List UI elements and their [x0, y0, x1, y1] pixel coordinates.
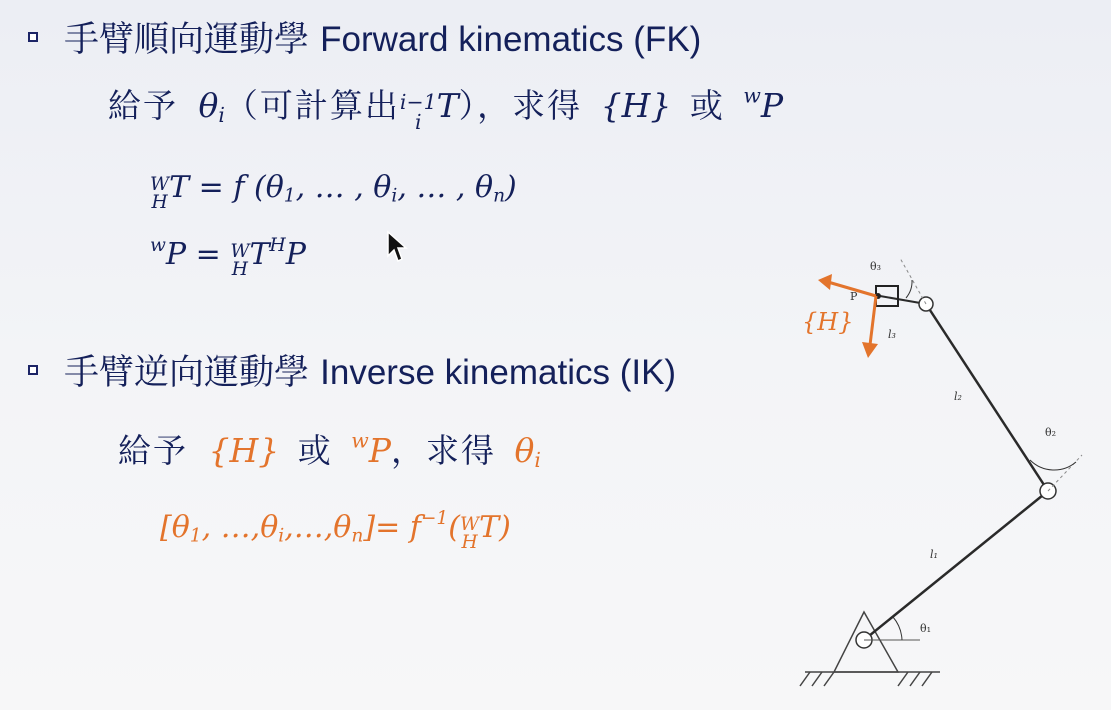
- eq1-transform: W H: [150, 173, 170, 213]
- fk-equation-1: [150, 170, 517, 212]
- fk-paren-open: （可計算出: [224, 86, 400, 125]
- ik-f-mid: ,…,θ: [284, 510, 352, 546]
- eq1-sub-1: 1: [283, 185, 296, 207]
- fk-heading-cjk: 手臂順向運動學: [64, 20, 321, 60]
- fk-w-sup: w: [743, 83, 761, 108]
- ik-obtain: ，求得: [391, 431, 496, 470]
- ik-formula: [160, 508, 511, 552]
- ik-given-label: 給予: [118, 431, 188, 470]
- label-theta3: θ₃: [870, 260, 882, 273]
- ik-P: P: [368, 431, 391, 470]
- ik-w-sup: w: [351, 428, 369, 453]
- fk-given-line: [108, 80, 783, 132]
- fk-equation-2: [150, 235, 306, 279]
- eq2-transform: W H: [230, 240, 250, 280]
- ik-f-subi: i: [278, 525, 285, 547]
- fk-given-label: 給予: [108, 86, 178, 125]
- ik-f-T: T: [479, 510, 500, 546]
- ik-f-close: ]= f: [363, 510, 421, 546]
- fk-transform-i: i−1 i: [399, 89, 437, 134]
- fk-H-set: {H}: [600, 86, 672, 125]
- label-H: {H}: [802, 308, 854, 336]
- ik-f-pclose: ): [499, 510, 511, 546]
- fk-heading-row: [28, 12, 701, 62]
- ik-heading-row: [28, 345, 676, 395]
- eq2-w-sup: w: [150, 235, 166, 256]
- ik-f-rest: , …,θ: [201, 510, 279, 546]
- ik-f-subn: n: [351, 525, 364, 547]
- link-2: [926, 304, 1048, 491]
- ground-base: [800, 672, 940, 686]
- label-P: P: [850, 290, 858, 303]
- eq2-eq: =: [186, 237, 231, 273]
- robot-arm-diagram: [790, 240, 1100, 700]
- ik-H-set: {H}: [208, 431, 280, 470]
- eq1-rhs: = f (θ: [189, 170, 284, 205]
- bullet-square-icon: [28, 365, 38, 375]
- ik-theta: θ: [514, 431, 535, 470]
- ik-heading: [64, 345, 676, 395]
- ik-or: 或: [297, 431, 333, 470]
- label-theta2: θ₂: [1045, 426, 1057, 439]
- label-theta1: θ₁: [920, 622, 932, 635]
- ik-heading-en: Inverse kinematics (IK): [320, 353, 677, 392]
- fk-P: P: [760, 86, 784, 125]
- eq1-mid: , … , θ: [397, 170, 494, 205]
- label-l1: l₁: [930, 548, 938, 561]
- ik-f-popen: (: [448, 510, 460, 546]
- ik-given-line: [118, 425, 541, 472]
- label-l3: l₃: [888, 328, 896, 341]
- ik-f-open: [θ: [160, 510, 190, 546]
- ik-heading-cjk: 手臂逆向運動學: [64, 353, 321, 393]
- ik-theta-sub: i: [534, 448, 541, 473]
- eq1-sub-n: n: [493, 185, 506, 207]
- ik-f-inv: −1: [420, 508, 449, 529]
- fk-theta-sub: i: [218, 103, 225, 128]
- eq2-T: T: [249, 237, 270, 273]
- fk-theta: θ: [198, 86, 219, 125]
- eq2-P: P: [165, 237, 187, 273]
- bullet-square-icon: [28, 32, 38, 42]
- link-1: [864, 491, 1048, 640]
- eq1-close: ): [505, 170, 517, 205]
- fk-obtain: ，求得: [477, 86, 583, 125]
- eq1-T: T: [169, 170, 190, 205]
- ik-f-transform: W H: [459, 513, 480, 553]
- eq2-P2: P: [285, 237, 306, 273]
- ik-f-sub1: 1: [189, 525, 202, 547]
- mouse-cursor-icon: [386, 230, 408, 264]
- label-l2: l₂: [954, 390, 962, 403]
- fk-paren-close: ）: [458, 86, 478, 125]
- fk-or: 或: [689, 86, 725, 125]
- fk-heading-en: Forward kinematics (FK): [320, 20, 702, 59]
- eq2-H-sup: H: [269, 235, 286, 256]
- eq1-sub-i: i: [391, 185, 398, 207]
- fk-heading: [64, 12, 701, 62]
- eq1-rest: , … , θ: [295, 170, 392, 205]
- fk-T: T: [436, 86, 459, 125]
